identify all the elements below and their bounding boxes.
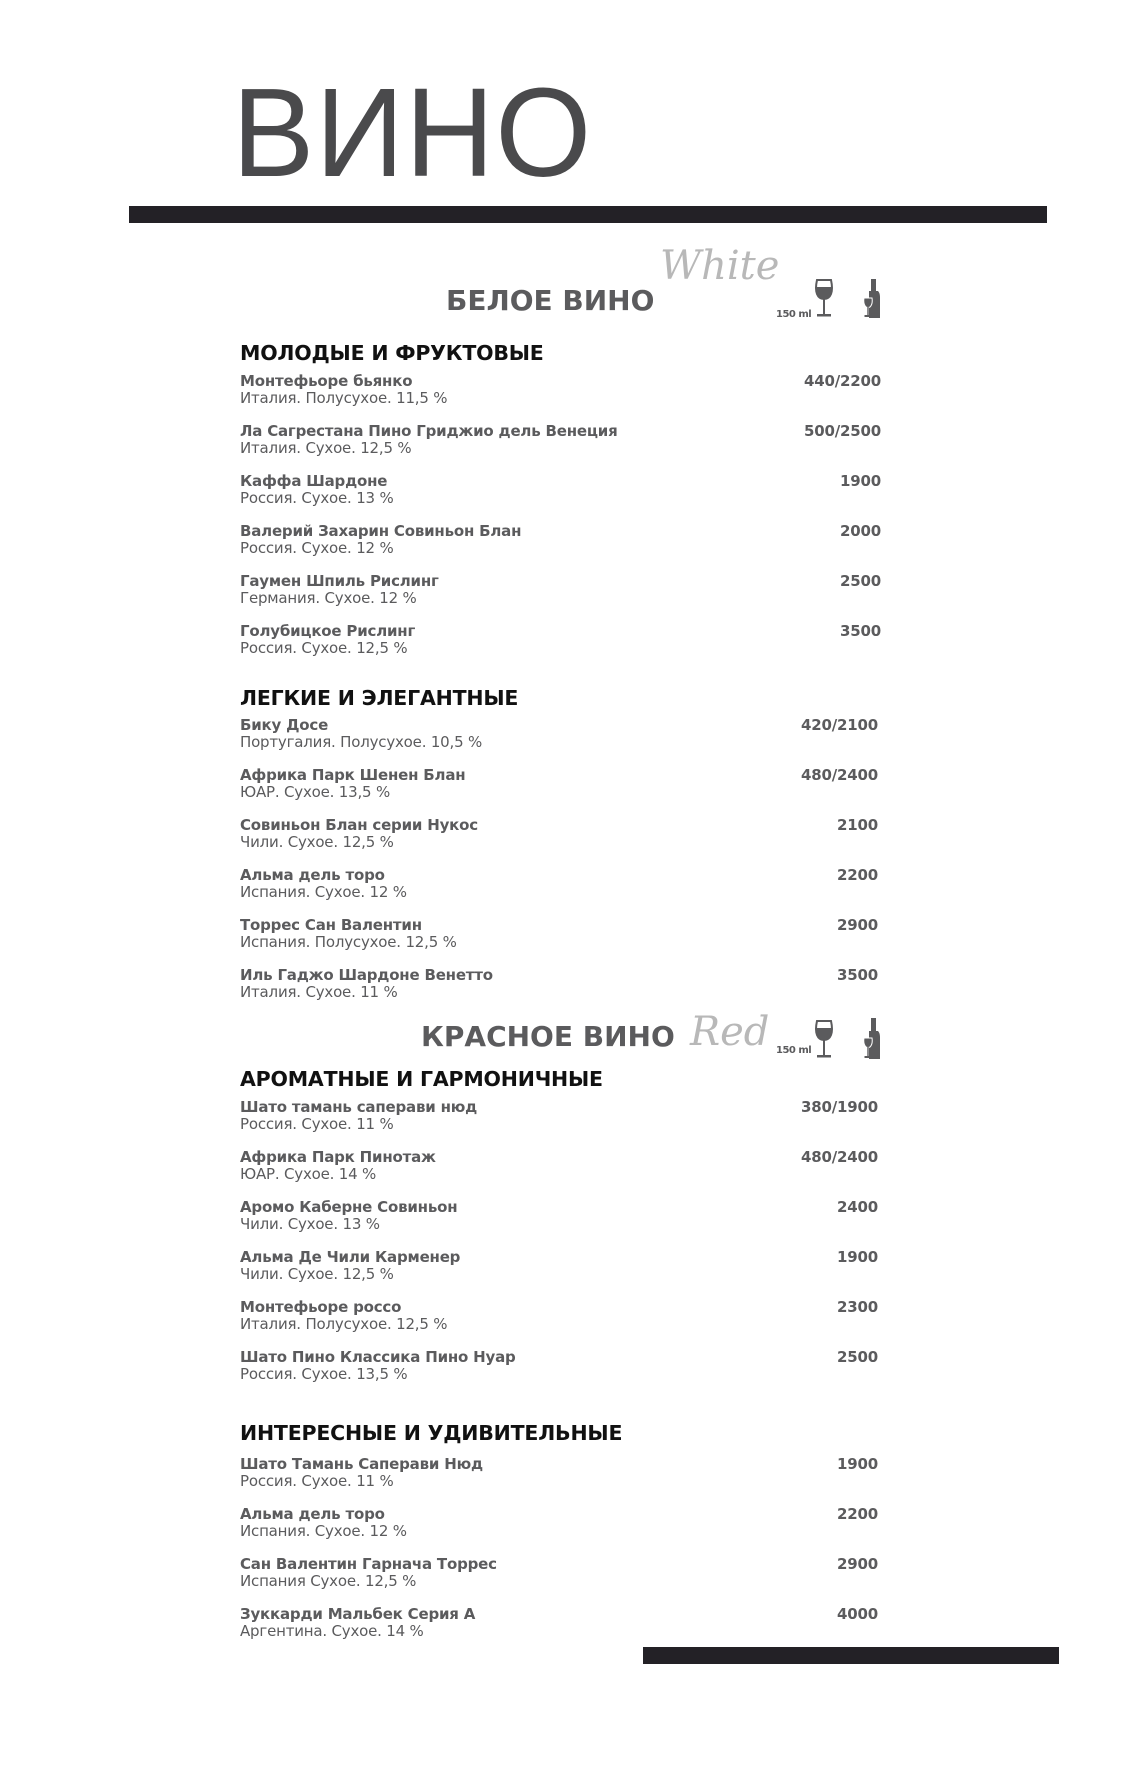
item-description: Россия. Сухое. 12 % bbox=[240, 539, 394, 557]
item-price: 480/2400 bbox=[801, 1148, 878, 1166]
item-price: 480/2400 bbox=[801, 766, 878, 784]
menu-item bbox=[240, 917, 880, 957]
menu-item bbox=[240, 573, 880, 613]
wine-glass-icon bbox=[814, 279, 834, 319]
item-name: Совиньон Блан серии Нукос bbox=[240, 816, 478, 834]
section-title: БЕЛОЕ ВИНО bbox=[446, 284, 655, 317]
item-price: 2300 bbox=[837, 1298, 878, 1316]
item-name: Голубицкое Рислинг bbox=[240, 622, 416, 640]
item-price: 1900 bbox=[840, 472, 881, 490]
menu-item bbox=[240, 1506, 880, 1546]
menu-item bbox=[240, 767, 880, 807]
item-name: Альма Де Чили Карменер bbox=[240, 1248, 461, 1266]
wine-bottle-icon bbox=[863, 1018, 881, 1060]
item-description: Россия. Сухое. 11 % bbox=[240, 1115, 394, 1133]
item-description: Россия. Сухое. 11 % bbox=[240, 1472, 394, 1490]
item-description: Испания. Сухое. 12 % bbox=[240, 1522, 407, 1540]
item-name: Торрес Сан Валентин bbox=[240, 916, 422, 934]
item-price: 1900 bbox=[837, 1248, 878, 1266]
item-description: ЮАР. Сухое. 13,5 % bbox=[240, 783, 391, 801]
category-title: ЛЕГКИЕ И ЭЛЕГАНТНЫЕ bbox=[240, 686, 519, 710]
volume-label: 150 ml bbox=[776, 1045, 812, 1056]
menu-item bbox=[240, 1199, 880, 1239]
item-description: Италия. Полусухое. 11,5 % bbox=[240, 389, 448, 407]
volume-label: 150 ml bbox=[776, 309, 812, 320]
item-name: Альма дель торо bbox=[240, 866, 385, 884]
item-name: Шато Тамань Саперави Нюд bbox=[240, 1455, 483, 1473]
menu-item bbox=[240, 1249, 880, 1289]
item-price: 420/2100 bbox=[801, 716, 878, 734]
menu-item bbox=[240, 1099, 880, 1139]
item-price: 500/2500 bbox=[804, 422, 881, 440]
item-name: Сан Валентин Гарнача Торрес bbox=[240, 1555, 497, 1573]
item-price: 2900 bbox=[837, 916, 878, 934]
menu-item bbox=[240, 1349, 880, 1389]
item-description: Россия. Сухое. 13,5 % bbox=[240, 1365, 408, 1383]
item-description: Россия. Сухое. 13 % bbox=[240, 489, 394, 507]
menu-item bbox=[240, 523, 880, 563]
menu-item bbox=[240, 623, 880, 663]
section-script-word: White bbox=[660, 243, 780, 289]
menu-item bbox=[240, 1299, 880, 1339]
item-price: 3500 bbox=[837, 966, 878, 984]
item-description: Испания. Полусухое. 12,5 % bbox=[240, 933, 457, 951]
item-name: Гаумен Шпиль Рислинг bbox=[240, 572, 439, 590]
item-price: 2400 bbox=[837, 1198, 878, 1216]
menu-item bbox=[240, 1456, 880, 1496]
item-description: ЮАР. Сухое. 14 % bbox=[240, 1165, 377, 1183]
item-price: 4000 bbox=[837, 1605, 878, 1623]
menu-item bbox=[240, 423, 880, 463]
item-name: Шато тамань саперави нюд bbox=[240, 1098, 478, 1116]
item-price: 440/2200 bbox=[804, 372, 881, 390]
section-script-word: Red bbox=[690, 1009, 770, 1055]
item-name: Монтефьоре бьянко bbox=[240, 372, 413, 390]
item-name: Африка Парк Шенен Блан bbox=[240, 766, 466, 784]
item-description: Чили. Сухое. 12,5 % bbox=[240, 1265, 394, 1283]
item-price: 3500 bbox=[840, 622, 881, 640]
bottom-divider-bar bbox=[643, 1647, 1059, 1664]
item-price: 2500 bbox=[837, 1348, 878, 1366]
section-title: КРАСНОЕ ВИНО bbox=[421, 1020, 675, 1053]
menu-item bbox=[240, 717, 880, 757]
item-name: Монтефьоре россо bbox=[240, 1298, 402, 1316]
item-price: 2100 bbox=[837, 816, 878, 834]
item-name: Аромо Каберне Совиньон bbox=[240, 1198, 458, 1216]
menu-item bbox=[240, 867, 880, 907]
item-name: Зуккарди Мальбек Серия А bbox=[240, 1605, 476, 1623]
item-price: 2500 bbox=[840, 572, 881, 590]
item-name: Иль Гаджо Шардоне Венетто bbox=[240, 966, 493, 984]
item-description: Испания Сухое. 12,5 % bbox=[240, 1572, 417, 1590]
item-name: Ла Сагрестана Пино Гриджио дель Венеция bbox=[240, 422, 618, 440]
category-title: МОЛОДЫЕ И ФРУКТОВЫЕ bbox=[240, 341, 544, 365]
menu-item bbox=[240, 1606, 880, 1646]
item-description: Чили. Сухое. 12,5 % bbox=[240, 833, 394, 851]
item-description: Испания. Сухое. 12 % bbox=[240, 883, 407, 901]
page-title: ВИНО bbox=[232, 62, 593, 203]
item-description: Италия. Полусухое. 12,5 % bbox=[240, 1315, 448, 1333]
item-name: Каффа Шардоне bbox=[240, 472, 388, 490]
item-name: Шато Пино Классика Пино Нуар bbox=[240, 1348, 516, 1366]
menu-item bbox=[240, 967, 880, 1007]
top-divider-bar bbox=[129, 206, 1047, 223]
item-description: Аргентина. Сухое. 14 % bbox=[240, 1622, 424, 1640]
menu-item bbox=[240, 373, 880, 413]
item-price: 1900 bbox=[837, 1455, 878, 1473]
menu-item bbox=[240, 1556, 880, 1596]
item-price: 2200 bbox=[837, 866, 878, 884]
item-price: 2200 bbox=[837, 1505, 878, 1523]
item-description: Германия. Сухое. 12 % bbox=[240, 589, 417, 607]
menu-item bbox=[240, 1149, 880, 1189]
item-name: Африка Парк Пинотаж bbox=[240, 1148, 436, 1166]
item-description: Россия. Сухое. 12,5 % bbox=[240, 639, 408, 657]
item-description: Италия. Сухое. 11 % bbox=[240, 983, 398, 1001]
item-name: Альма дель торо bbox=[240, 1505, 385, 1523]
menu-item bbox=[240, 473, 880, 513]
category-title: ИНТЕРЕСНЫЕ И УДИВИТЕЛЬНЫЕ bbox=[240, 1421, 623, 1445]
item-price: 380/1900 bbox=[801, 1098, 878, 1116]
menu-item bbox=[240, 817, 880, 857]
item-description: Италия. Сухое. 12,5 % bbox=[240, 439, 412, 457]
item-description: Чили. Сухое. 13 % bbox=[240, 1215, 380, 1233]
item-name: Бику Досе bbox=[240, 716, 329, 734]
item-price: 2900 bbox=[837, 1555, 878, 1573]
wine-bottle-icon bbox=[863, 279, 881, 319]
category-title: АРОМАТНЫЕ И ГАРМОНИЧНЫЕ bbox=[240, 1067, 603, 1091]
item-price: 2000 bbox=[840, 522, 881, 540]
wine-glass-icon bbox=[814, 1020, 834, 1060]
item-name: Валерий Захарин Совиньон Блан bbox=[240, 522, 522, 540]
item-description: Португалия. Полусухое. 10,5 % bbox=[240, 733, 483, 751]
